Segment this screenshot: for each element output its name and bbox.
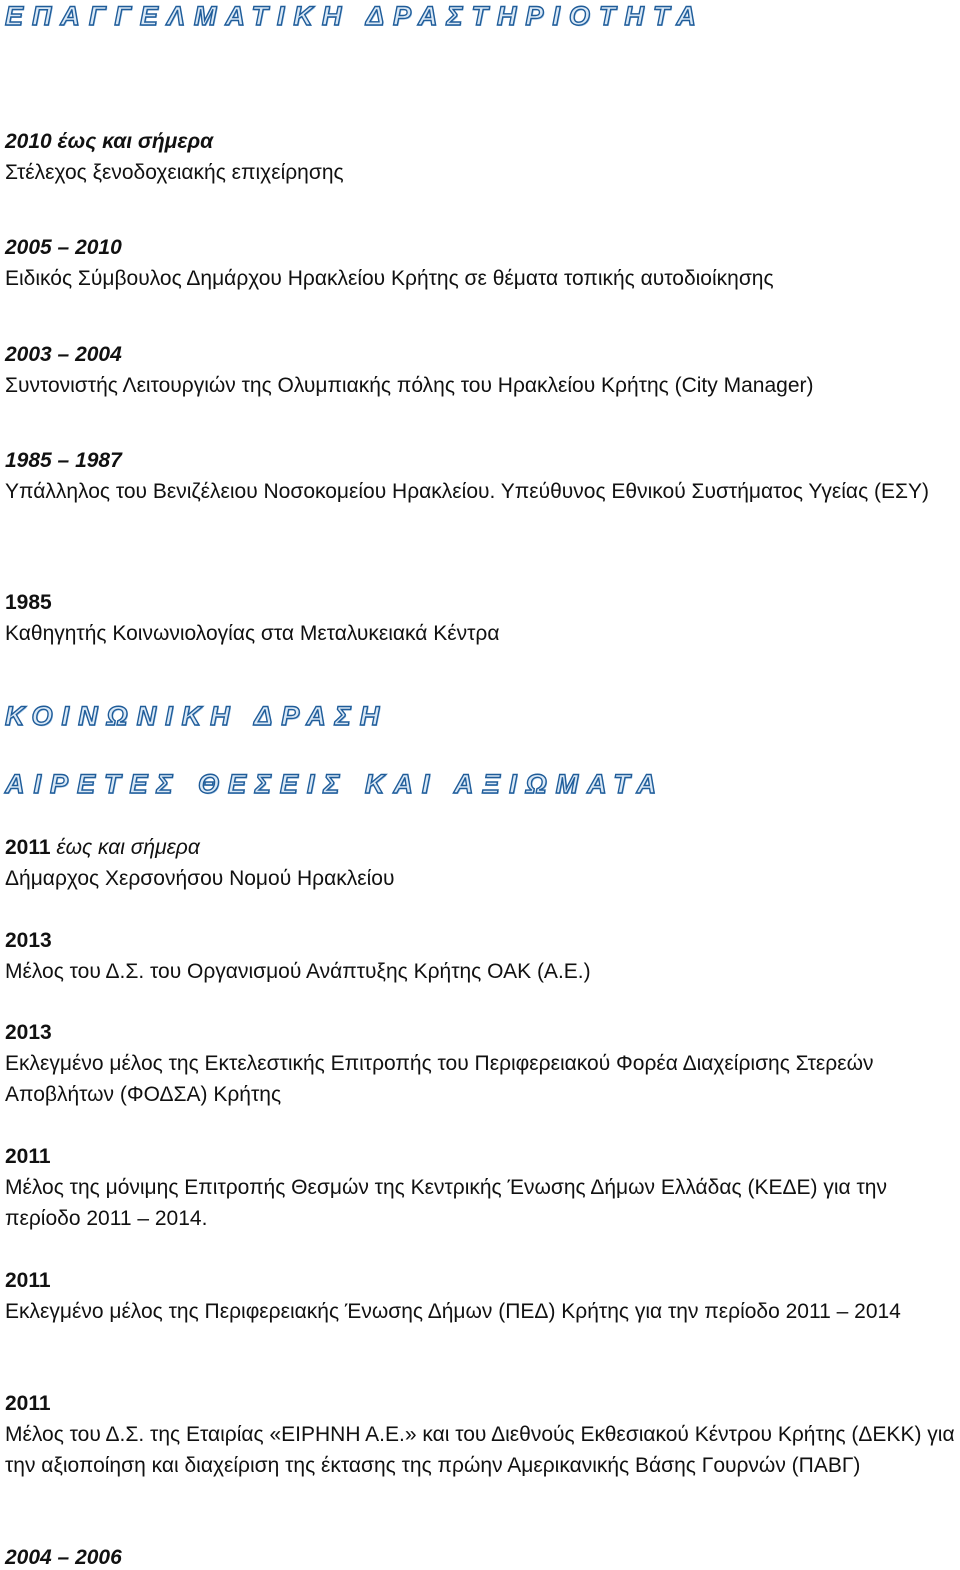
entry-year: 2011	[5, 1392, 51, 1415]
entry-year: 2011	[5, 1145, 51, 1168]
entry-description: Ειδικός Σύμβουλος Δημάρχου Ηρακλείου Κρήτης σε θέματα τοπικής αυτοδιοίκησης	[5, 267, 774, 290]
entry-date: 2005 – 2010	[5, 236, 122, 259]
professional-entry	[5, 587, 955, 649]
entry-description: Μέλος της μόνιμης Επιτροπής Θεσμών της Κεντρικής Ένωσης Δήμων Ελλάδας (ΚΕΔΕ) για την περίοδο 2011 – 2014.	[5, 1176, 887, 1230]
professional-entry	[5, 445, 955, 507]
elected-entry	[5, 1542, 955, 1570]
elected-entry	[5, 1017, 955, 1110]
entry-year-suffix: έως και σήμερα	[50, 836, 200, 859]
entry-year: 2013	[5, 929, 52, 952]
entry-year: 2011	[5, 1269, 51, 1292]
entry-date: 2003 – 2004	[5, 343, 122, 366]
entry-description: Στέλεχος ξενοδοχειακής επιχείρησης	[5, 161, 344, 184]
entry-year: 2011	[5, 836, 51, 859]
professional-entry	[5, 126, 955, 188]
heading-social-action: ΚΟΙΝΩΝΙΚΗ ΔΡΑΣΗ	[5, 701, 389, 731]
entry-date: 1985	[5, 591, 52, 614]
elected-entry	[5, 1265, 955, 1327]
entry-date: 1985 – 1987	[5, 449, 122, 472]
entry-description: Συντονιστής Λειτουργιών της Ολυμπιακής πόλης του Ηρακλείου Κρήτης (City Manager)	[5, 374, 814, 397]
entry-description: Μέλος του Δ.Σ. της Εταιρίας «ΕΙΡΗΝΗ Α.Ε.» και του Διεθνούς Εκθεσιακού Κέντρου Κρήτης (ΔΕΚΚ) για την αξιοποίηση και διαχείριση της έκτασης της πρώην Αμερικανικής Βάσης Γουρνών (ΠΑΒΓ)	[5, 1423, 955, 1477]
entry-description: Μέλος του Δ.Σ. του Οργανισμού Ανάπτυξης Κρήτης ΟΑΚ (Α.Ε.)	[5, 960, 591, 983]
heading-professional-activity: ΕΠΑΓΓΕΛΜΑΤΙΚΗ ΔΡΑΣΤΗΡΙΟΤΗΤΑ	[5, 1, 705, 31]
elected-entry	[5, 1388, 955, 1481]
elected-entry	[5, 1141, 955, 1234]
elected-entry	[5, 832, 955, 894]
entry-description: Εκλεγμένο μέλος της Περιφερειακής Ένωσης Δήμων (ΠΕΔ) Κρήτης για την περίοδο 2011 – 2014	[5, 1300, 901, 1323]
entry-description: Δήμαρχος Χερσονήσου Νομού Ηρακλείου	[5, 867, 395, 890]
entry-date: 2010 έως και σήμερα	[5, 130, 214, 153]
entry-year: 2004 – 2006	[5, 1546, 122, 1569]
entry-description: Καθηγητής Κοινωνιολογίας στα Μεταλυκειακά Κέντρα	[5, 622, 500, 645]
elected-entry	[5, 925, 955, 987]
professional-entry	[5, 339, 955, 401]
professional-entry	[5, 232, 955, 294]
entry-year: 2013	[5, 1021, 52, 1044]
entry-description: Εκλεγμένο μέλος της Εκτελεστικής Επιτροπής του Περιφερειακού Φορέα Διαχείρισης Στερεών Αποβλήτων (ΦΟΔΣΑ) Κρήτης	[5, 1052, 874, 1106]
entry-description: Υπάλληλος του Βενιζέλειου Νοσοκομείου Ηρακλείου. Υπεύθυνος Εθνικού Συστήματος Υγείας (ΕΣΥ)	[5, 480, 930, 503]
heading-elected-positions: ΑΙΡΕΤΕΣ ΘΕΣΕΙΣ ΚΑΙ ΑΞΙΩΜΑΤΑ	[5, 769, 666, 799]
